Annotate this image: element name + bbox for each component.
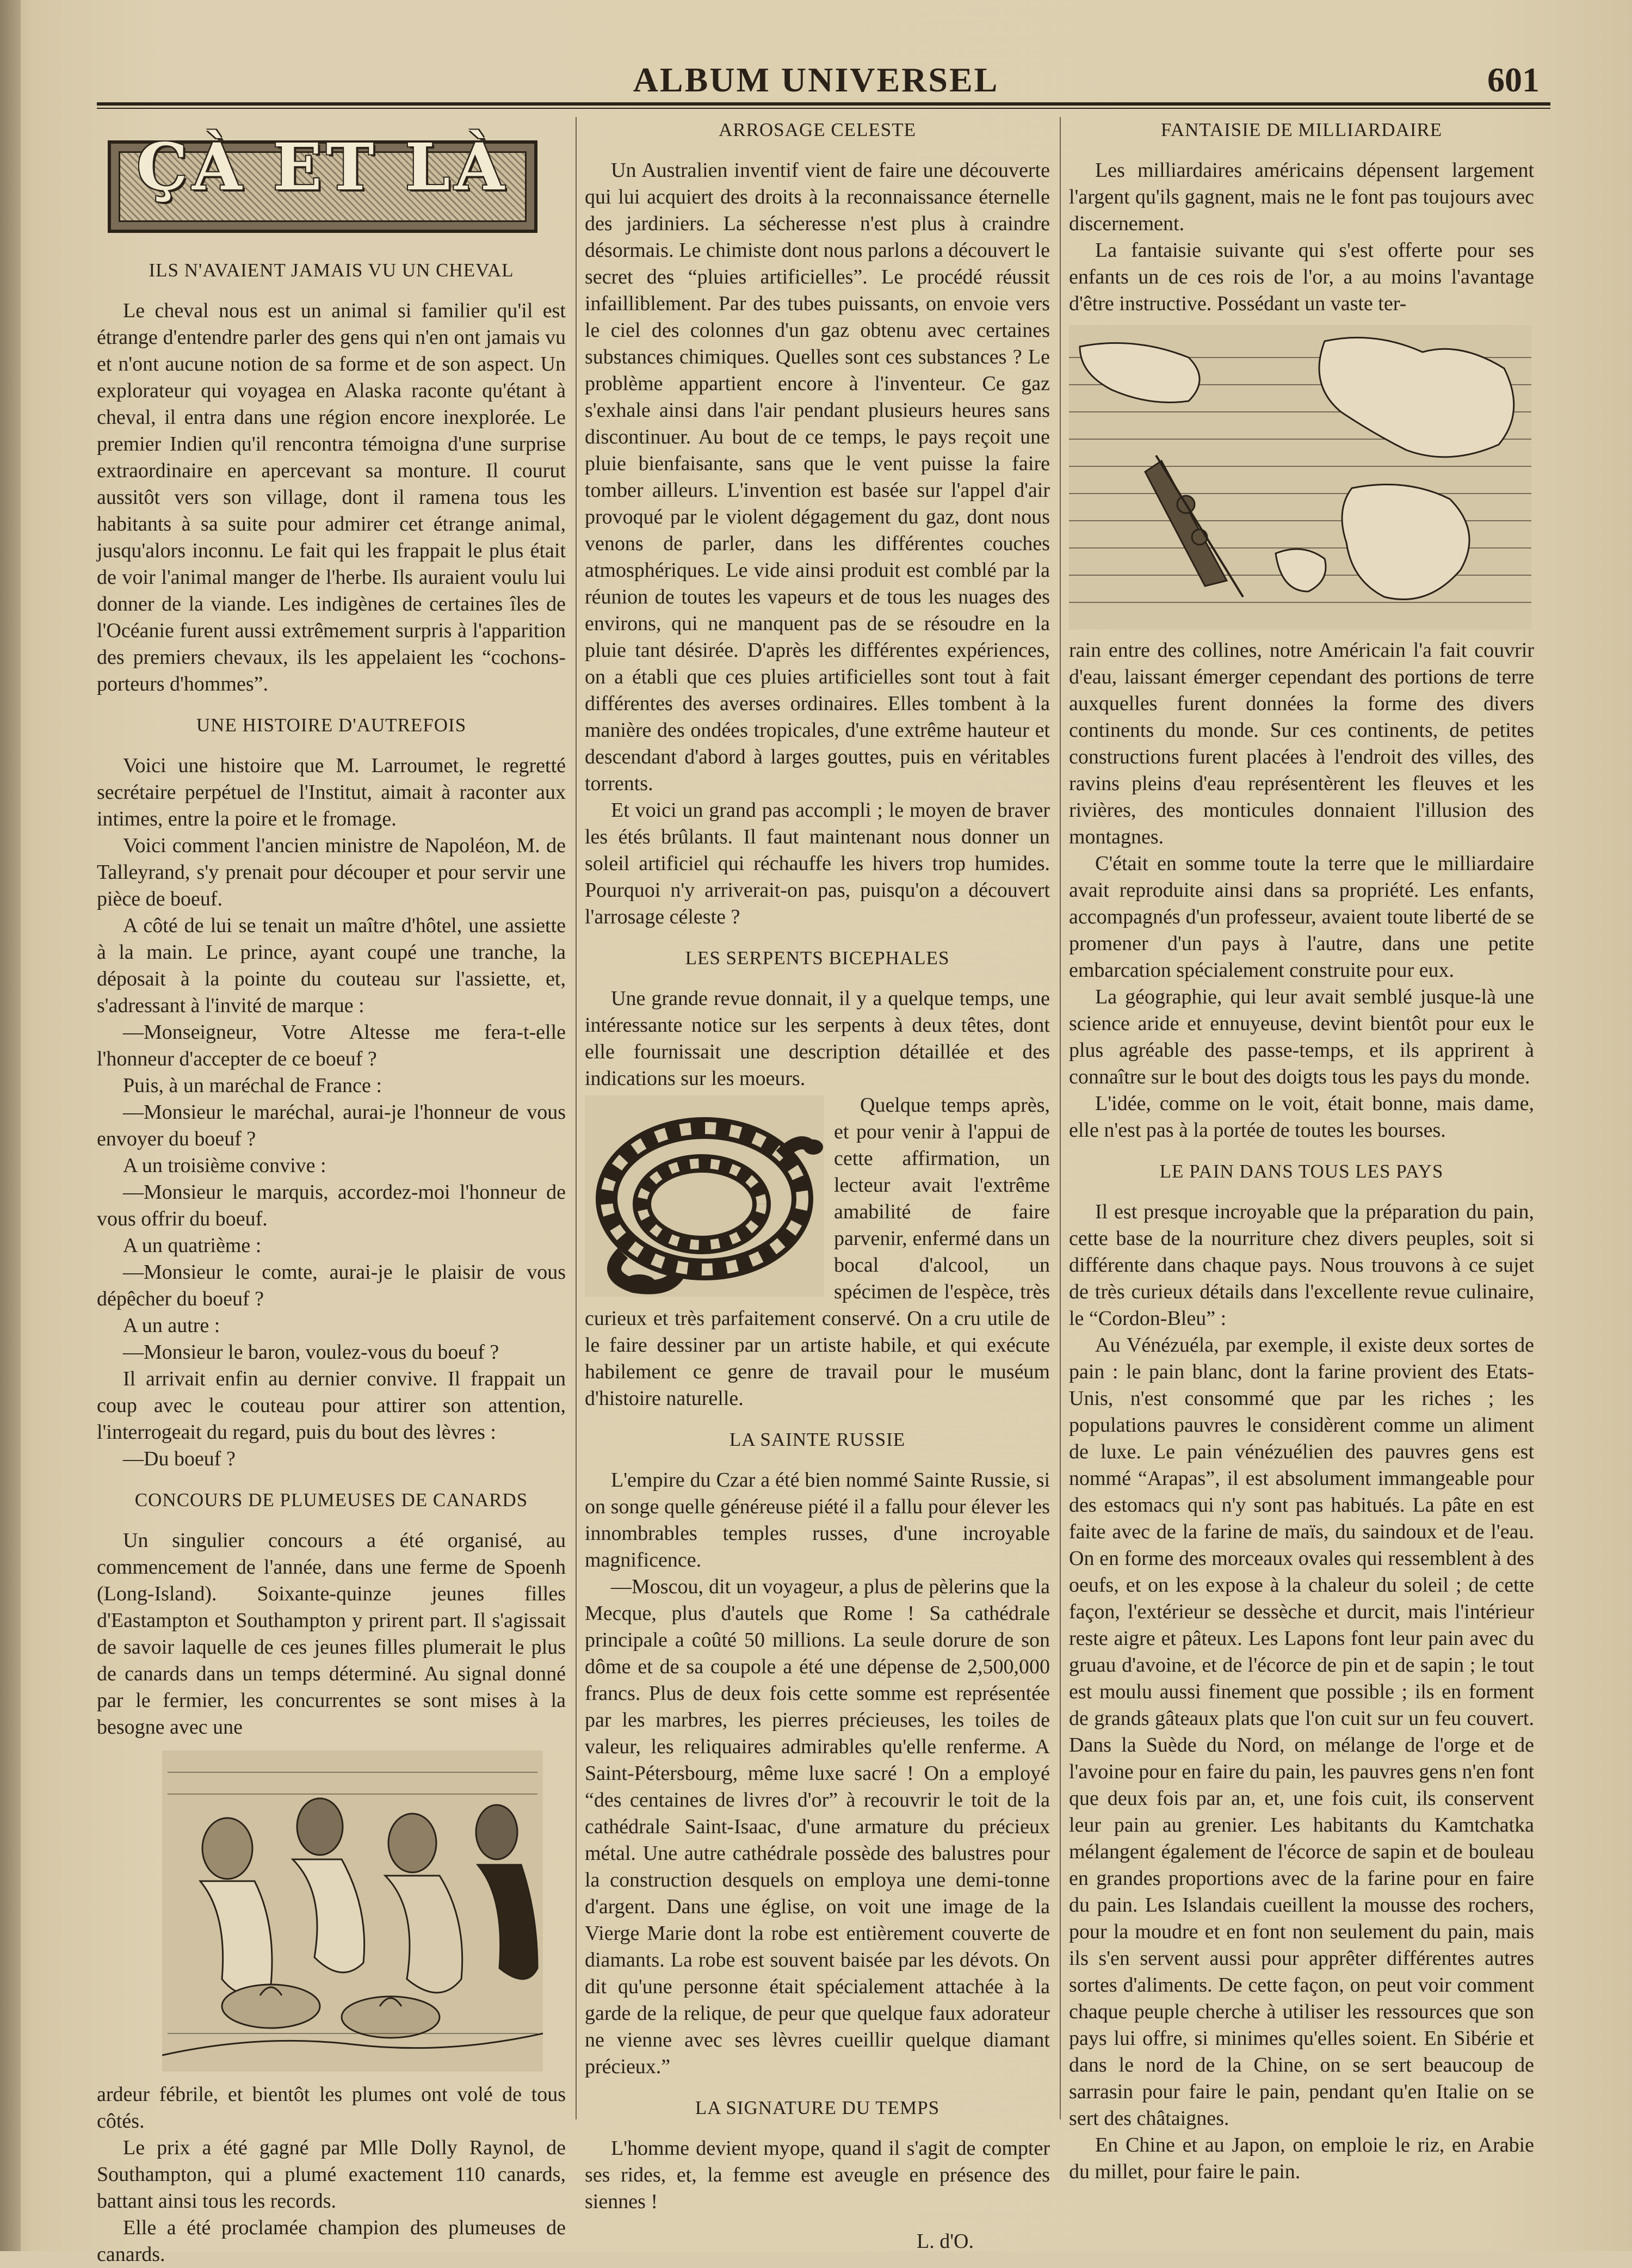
article-paragraph: Et voici un grand pas accompli ; le moyen de braver les étés brûlants. Il faut maintenant nous donner un soleil artificiel qui réchauffe les hivers trop humides. Pourquoi n'y arriverait-on pas, puisqu'on a découvert l'arrosage céleste ?: [585, 799, 1050, 928]
article-title: LA SAINTE RUSSIE: [729, 1429, 906, 1450]
duck-plucking-illustration: [162, 1751, 543, 2072]
article-paragraph: A côté de lui se tenait un maître d'hôtel, une assiette à la main. Le prince, ayant coupé une tranche, la déposait à la pointe du couteau sur l'assiette, et, s'adressant à l'invité de marque :: [97, 914, 566, 1017]
article-paragraph: Elle a été proclamée champion des plumeuses de canards.: [97, 2216, 566, 2266]
article-title: LA SIGNATURE DU TEMPS: [695, 2097, 940, 2118]
article-paragraph: Quelque temps après, et pour venir à l'appui de cette affirmation, un lecteur avait l'extrême amabilité de faire parvenir, enfermé dans un bocal d'alcool, un spécimen de l'espèce, très curieux et très parfaitement conservé. On a cru utile de le faire dessiner par un artiste habile, et qui exécute habilement ce genre de travail pour le muséum d'histoire naturelle.: [585, 1094, 1050, 1410]
two-headed-snake-illustration: [585, 1095, 824, 1297]
article-paragraph: Un singulier concours a été organisé, au commencement de l'année, dans une ferme de Spoenh (Long-Island). Soixante-quinze jeunes filles d'Eastampton et Southampton y prirent part. Il s'agissait de savoir laquelle de ces jeunes filles plumerait le plus de canards dans un temps déterminé. Au signal donné par le fermier, les concurrentes se sont mises à la besogne avec une: [97, 1529, 566, 1739]
article-paragraph: La fantaisie suivante qui s'est offerte pour ses enfants un de ces rois de l'or, a au moins l'avantage d'être instructive. Possédant un vaste ter-: [1069, 239, 1534, 315]
column-left: [97, 114, 566, 2268]
column-divider: [576, 117, 577, 2119]
article-paragraph: Le prix a été gagné par Mlle Dolly Raynol, de Southampton, qui a plumé exactement 110 canards, battant ainsi tous les records.: [97, 2136, 566, 2212]
article-paragraph: —Monsieur le comte, aurai-je le plaisir de vous dépêcher du boeuf ?: [97, 1261, 566, 1310]
article-paragraph: —Monsieur le baron, voulez-vous du boeuf ?: [123, 1341, 499, 1364]
article-title: UNE HISTOIRE D'AUTREFOIS: [196, 714, 467, 736]
article-paragraph: Les milliardaires américains dépensent largement l'argent qu'ils gagnent, mais ne le font pas toujours avec discernement.: [1069, 159, 1534, 235]
article-paragraph: A un autre :: [123, 1314, 220, 1337]
page-binding: [0, 0, 21, 2251]
banner-title: ÇÀ ET LÀ: [137, 129, 509, 205]
header-rule: [97, 102, 1550, 106]
article-title: FANTAISIE DE MILLIARDAIRE: [1160, 119, 1443, 140]
article-paragraph: A un troisième convive :: [123, 1154, 326, 1177]
article-paragraph: A un quatrième :: [123, 1234, 262, 1257]
article-paragraph: La géographie, qui leur avait semblé jusque-là une science aride et ennuyeuse, devint bientôt pour eux le plus agréable des passe-temps, et ils apprirent à connaître sur le bout des doigts tous les pays du monde.: [1069, 985, 1534, 1088]
page-number: 601: [1487, 60, 1540, 99]
publication-title: ALBUM UNIVERSEL: [633, 60, 999, 99]
article-paragraph: L'homme devient myope, quand il s'agit de compter ses rides, et, la femme est aveugle en présence des siennes !: [585, 2137, 1050, 2213]
column-middle: [585, 114, 1050, 2255]
article-paragraph: En Chine et au Japon, on emploie le riz, en Arabie du millet, pour faire le pain.: [1069, 2134, 1534, 2183]
article-paragraph: Le cheval nous est un animal si familier qu'il est étrange d'entendre parler des gens qui n'en ont jamais vu et n'ont aucune notion de sa forme et de son aspect. Un explorateur qui voyagea en Alaska raconte qu'étant à cheval, il entra dans une région encore inexplorée. Le premier Indien qu'il rencontra témoigna d'une surprise extraordinaire en apercevant sa monture. Il courut aussitôt vers son village, dont il ramena tous les habitants à sa suite pour admirer cet étrange animal, jusqu'alors inconnu. Le fait qui les frappait le plus était de voir l'animal manger de l'herbe. Ils auraient voulu lui donner de la viande. Les indigènes de certaines îles de l'Océanie furent aussi extrêmement surpris à l'apparition des premiers chevaux, ils les appelaient les “cochons-porteurs d'hommes”.: [97, 299, 566, 695]
article-paragraph: —Monsieur le maréchal, aurai-je l'honneur de vous envoyer du boeuf ?: [97, 1101, 566, 1150]
article-paragraph: —Moscou, dit un voyageur, a plus de pèlerins que la Mecque, plus d'autels que Rome ! Sa cathédrale principale a coûté 50 millions. La seule dorure de son dôme et de sa coupole a été une dépense de 2,500,000 francs. Plus de deux fois cette somme est représentée par les marbres, les pierres précieuses, les toiles de valeur, les reliquaires admirables qu'elle renferme. A Saint-Pétersbourg, même luxe sacré ! On a employé “des centaines de livres d'or” à recouvrir le toit de la cathédrale Saint-Isaac, d'une armature du précieux métal. Une autre cathédrale possède des balustres pour la construction desquels on employa une demi-tonne d'argent. Dans une église, on voit une image de la Vierge Marie dont la robe est entièrement couverte de diamants. La robe est souvent baisée par les dévots. On dit qu'une personne était spécialement attachée à la garde de la relique, de peur que quelque faux adorateur ne vienne avec ses lèvres cueillir quelque diamant précieux.”: [585, 1575, 1050, 2078]
article-paragraph: —Du boeuf ?: [123, 1447, 236, 1470]
column-right: [1069, 114, 1534, 2185]
article-paragraph: Un Australien inventif vient de faire une découverte qui lui acquiert des droits à la reconnaissance éternelle des jardiniers. La sécheresse n'est plus à craindre désormais. Le chimiste dont nous parlons a découvert le secret des “pluies artificielles”. Le procédé réussit infailliblement. Par des tubes puissants, on envoie vers le ciel des colonnes d'un gaz obtenu avec certaines substances chimiques. Quelles sont ces substances ? Le problème appartient encore à l'inventeur. Ce gaz s'exhale ainsi dans l'air pendant plusieurs heures sans discontinuer. Au bout de ce temps, le pays reçoit une pluie bienfaisante, sans que le vent puisse la faire tomber ailleurs. L'invention est basée sur l'appel d'air provoqué par le violent dégagement du gaz, dont nous venons de parler, dans les différentes couches atmosphériques. Le vide ainsi produit est comblé par la réunion de toutes les vapeurs et de tous les nuages des environs, qui ne manquent pas de se résoudre en la pluie tant désirée. D'après les différentes expériences, on a établi que ces pluies artificielles sont tout à fait différentes des averses ordinaires. Elles tombent à la manière des ondées tropicales, d'une extrême hauteur et descendant d'abord à larges gouttes, puis en véritables torrents.: [585, 159, 1050, 795]
article-title: ARROSAGE CELESTE: [718, 119, 917, 140]
article-paragraph: C'était en somme toute la terre que le milliardaire avait reproduite ainsi dans sa propriété. Les enfants, accompagnés d'un professeur, avaient toute liberté de se promener d'un pays à l'autre, dans une petite embarcation spécialement construite pour eux.: [1069, 852, 1534, 982]
column-divider: [1060, 117, 1061, 2119]
article-paragraph: Il est presque incroyable que la préparation du pain, cette base de la nourriture chez divers peuples, soit si différente dans chaque pays. Nous trouvons à ce sujet de très curieux détails dans l'excellente revue culinaire, le “Cordon-Bleu” :: [1069, 1200, 1534, 1330]
article-paragraph: Il arrivait enfin au dernier convive. Il frappait un coup avec le couteau pour attirer son attention, l'interrogeait du regard, puis du bout des lèvres :: [97, 1367, 566, 1444]
article-title: CONCOURS DE PLUMEUSES DE CANARDS: [134, 1489, 528, 1511]
section-banner: [108, 129, 537, 233]
article-title: LES SERPENTS BICEPHALES: [685, 947, 950, 969]
author-signature: L. d'O.: [916, 2230, 974, 2253]
article-paragraph: Au Vénézuéla, par exemple, il existe deux sortes de pain : le pain blanc, dont la farine provient des Etats-Unis, n'est consommé que par les riches ; les populations pauvres le considèrent comme un aliment de luxe. Le pain vénézuélien des pauvres gens est nommé “Arapas”, il est absolument immangeable pour des estomacs qui n'y sont pas habitués. La pâte en est faite avec de la farine de maïs, du saindoux et de l'eau. On en forme des morceaux ovales qui ressemblent à des oeufs, et on les expose à la chaleur du soleil ; de cette façon, l'extérieur se dessèche et durcit, mais l'intérieur reste aigre et pâteux. Les Lapons font leur pain avec du gruau d'avoine, et de l'écorce de pin et de sapin ; le tout est moulu aussi finement que possible ; ils en forment de grands gâteaux plats que l'on cuit sur un feu couvert. Dans la Suède du Nord, on mélange de l'orge et de l'avoine pour en faire du pain, les pauvres gens n'en font que deux fois par an, et, une fois cuit, ils conservent leur pain au grenier. Les habitants du Kamtchatka mélangent également de l'écorce de sapin et de bouleau en grandes proportions avec de la farine pour en faire du pain. Les Islandais cueillent la mousse des rochers, pour la moudre et en font non seulement du pain, mais ils s'en servent aussi pour apprêter différentes autres sortes d'aliments. De cette façon, on peut voir comment chaque peuple cherche à utiliser les ressources que son pays lui offre, si minimes qu'elles soient. En Sibérie et dans le nord de la Chine, on se sert beaucoup de sarrasin pour faire le pain, pendant qu'en Italie on se sert des châtaignes.: [1069, 1334, 1534, 2130]
article-paragraph: Une grande revue donnait, il y a quelque temps, une intéressante notice sur les serpents à deux têtes, dont elle fournissait une description détaillée et des indications sur les moeurs.: [585, 987, 1050, 1090]
article-paragraph: Voici une histoire que M. Larroumet, le regretté secrétaire perpétuel de l'Institut, aimait à raconter aux intimes, entre la poire et le fromage.: [97, 754, 566, 830]
article-paragraph: —Monseigneur, Votre Altesse me fera-t-elle l'honneur d'accepter de ce boeuf ?: [97, 1021, 566, 1070]
article-paragraph: ardeur fébrile, et bientôt les plumes ont volé de tous côtés.: [97, 2083, 566, 2133]
article-paragraph: Puis, à un maréchal de France :: [123, 1074, 382, 1097]
article-paragraph: —Monsieur le marquis, accordez-moi l'honneur de vous offrir du boeuf.: [97, 1181, 566, 1230]
header-rule-thin: [97, 108, 1550, 109]
article-paragraph: L'idée, comme on le voit, était bonne, mais dame, elle n'est pas à la portée de toutes les bourses.: [1069, 1092, 1534, 1142]
world-map-lake-illustration: [1069, 325, 1531, 630]
article-title: ILS N'AVAIENT JAMAIS VU UN CHEVAL: [149, 260, 514, 281]
article-paragraph: L'empire du Czar a été bien nommé Sainte Russie, si on songe quelle généreuse piété il a fallu pour élever les innombrables temples russes, d'une incroyable magnificence.: [585, 1469, 1050, 1571]
article-paragraph: rain entre des collines, notre Américain l'a fait couvrir d'eau, laissant émerger cependant des portions de terre auxquelles furent données la forme des divers continents du monde. Sur ces continents, de petites constructions furent placées à l'endroit des villes, des ravins pleins d'eau représentèrent les fleuves et les rivières, des monticules donnaient l'illusion des montagnes.: [1069, 639, 1534, 848]
article-title: LE PAIN DANS TOUS LES PAYS: [1159, 1161, 1444, 1182]
article-paragraph: Voici comment l'ancien ministre de Napoléon, M. de Talleyrand, s'y prenait pour découper et pour servir une pièce de boeuf.: [97, 834, 566, 910]
